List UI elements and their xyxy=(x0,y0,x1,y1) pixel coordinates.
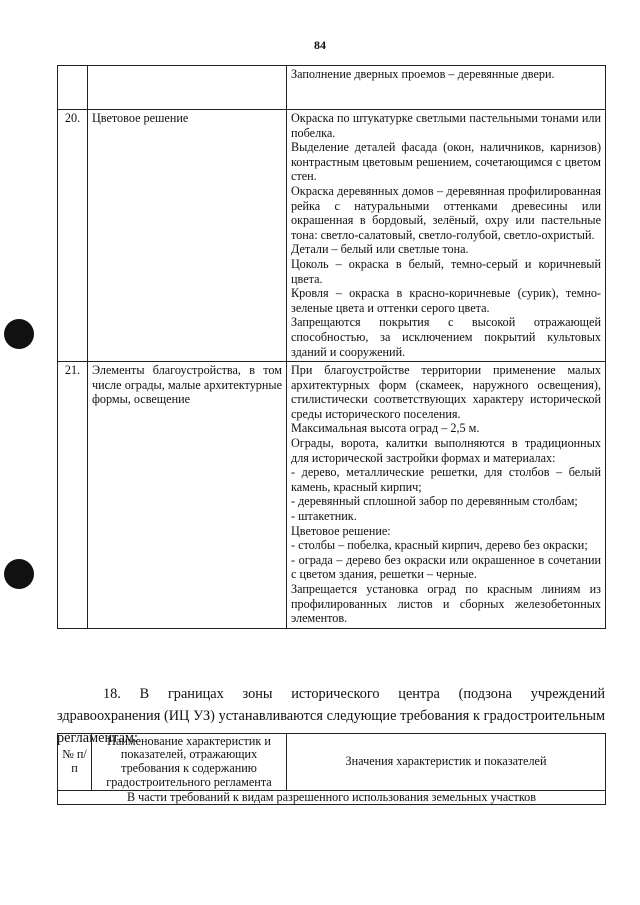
row-number: 21. xyxy=(58,362,88,629)
value-line: Выделение деталей фасада (окон, наличников, карнизов) контрастным цветовым решением, сочетающимся с цветом стен. xyxy=(291,140,601,184)
value-line: При благоустройстве территории применение малых архитектурных форм (скамеек, наружного освещения), стилистически соответствующих характеру исторической среды исторического поселения. xyxy=(291,363,601,421)
value-line: Кровля – окраска в красно-коричневые (сурик), темно-зеленые цвета и оттенки серого цвета. xyxy=(291,286,601,315)
regulations-table xyxy=(57,65,606,629)
value-line: Цветовое решение: xyxy=(291,523,391,538)
row-value xyxy=(287,66,606,110)
value-line: Запрещаются покрытия с высокой отражающей способностью, за исключением покрытий культовых зданий и сооружений. xyxy=(291,315,601,359)
row-number xyxy=(58,66,88,110)
col-name-header: Наименование характеристик и показателей, отражающих требования к содержанию градостроительного регламента xyxy=(92,734,287,791)
value-line: Заполнение дверных проемов – деревянные двери. xyxy=(291,67,555,81)
table-row xyxy=(58,362,606,629)
value-line: - деревянный сплошной забор по деревянным столбам; xyxy=(291,494,578,509)
requirements-table xyxy=(57,733,606,805)
punch-hole xyxy=(4,319,34,349)
page-number: 84 xyxy=(314,38,326,52)
value-line: - ограда – дерево без окраски или окрашенное в сочетании с цветом здания, решетки – черные. xyxy=(291,552,601,582)
value-line: Окраска по штукатурке светлыми пастельными тонами или побелка. xyxy=(291,111,601,140)
value-line: - столбы – побелка, красный кирпич, дерево без окраски; xyxy=(291,538,588,553)
row-name xyxy=(88,66,287,110)
table-header-row xyxy=(58,734,606,791)
col-value-header: Значения характеристик и показателей xyxy=(287,734,606,791)
value-line: Цоколь – окраска в белый, темно-серый и коричневый цвета. xyxy=(291,256,601,286)
table-row xyxy=(58,110,606,362)
value-line: Окраска деревянных домов – деревянная профилированная рейка с натуральными оттенками древесины или окрашенная в бордовый, зелёный, охру или пастельные тона: светло-салатовый, светло-голубой, светло-охристый. xyxy=(291,183,601,242)
value-line: Запрещается установка оград по красным линиям из профилированных листов и сборных железобетонных элементов. xyxy=(291,582,601,626)
row-value xyxy=(287,110,606,362)
section-row xyxy=(58,791,606,805)
value-line: Максимальная высота оград – 2,5 м. xyxy=(291,421,480,436)
value-line: Детали – белый или светлые тона. xyxy=(291,242,469,257)
row-number: 20. xyxy=(58,110,88,362)
col-number-header: № п/п xyxy=(58,734,92,791)
row-name: Цветовое решение xyxy=(88,110,287,362)
paragraph-text: 18. В границах зоны исторического центра (подзона учреждений здравоохранения (ИЦ УЗ) устанавливаются следующие требования к градостроительным регламентам: xyxy=(57,686,605,746)
row-value xyxy=(287,362,606,629)
value-line: - штакетник. xyxy=(291,509,357,524)
punch-hole xyxy=(4,559,34,589)
section-title: В части требований к видам разрешенного использования земельных участков xyxy=(58,791,606,805)
value-line: - дерево, металлические решетки, для столбов – белый камень, красный кирпич; xyxy=(291,465,601,494)
row-name-text: Элементы благоустройства, в том числе ограды, малые архитектурные формы, освещение xyxy=(92,363,282,407)
table-row xyxy=(58,66,606,110)
value-line: Ограды, ворота, калитки выполняются в традиционных для исторической застройки формах и материалах: xyxy=(291,436,601,465)
row-name xyxy=(88,362,287,629)
